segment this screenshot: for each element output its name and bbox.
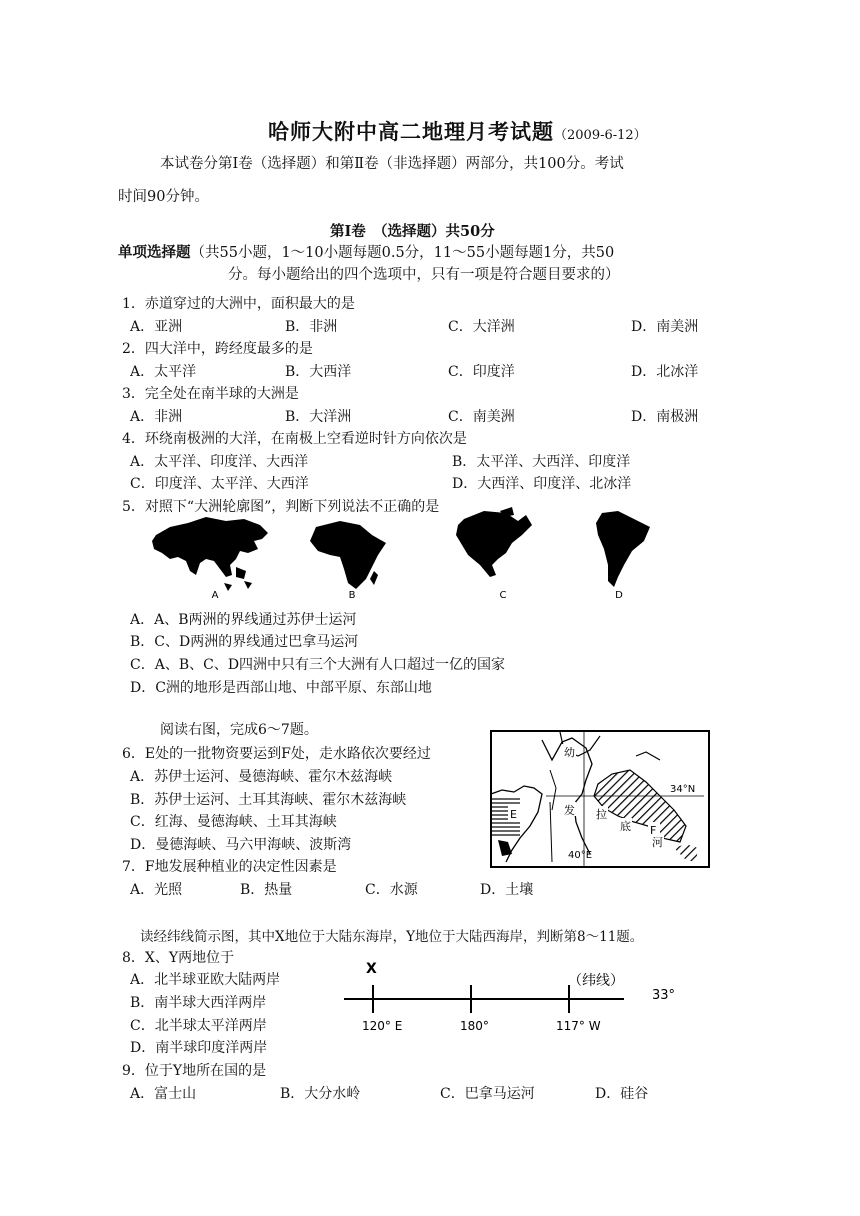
q8-option-c: C．北半球太平洋两岸 [130, 1018, 267, 1034]
lat-fig-tick3: 117° W [556, 1019, 601, 1033]
q8-option-d: D．南半球印度洋两岸 [130, 1040, 268, 1056]
map-label-la: 拉 [596, 808, 607, 821]
q7-stem: 7．F地发展种植业的决定性因素是 [122, 859, 337, 875]
title-date: （2009-6-12） [554, 128, 647, 143]
q6-option-c: C．红海、曼德海峡、土耳其海峡 [130, 814, 337, 830]
map-label-you: 幼 [564, 746, 575, 759]
q9-option-b: B．大分水岭 [280, 1086, 361, 1102]
q8-option-b: B．南半球大西洋两岸 [130, 995, 267, 1011]
q5-option-c: C．A、B、C、D四洲中只有三个大洲有人口超过一亿的国家 [130, 657, 506, 673]
q1-option-a: A．亚洲 [130, 319, 183, 335]
map-label-lat: 34°N [670, 784, 696, 795]
lat-fig-tick1: 120° E [362, 1019, 403, 1033]
continent-label-a: A [211, 590, 219, 601]
q2-option-a: A．太平洋 [130, 364, 197, 380]
map-label-he: 河 [652, 836, 663, 849]
continent-d-outline [596, 511, 650, 587]
q1-stem: 1．赤道穿过的大洲中，面积最大的是 [122, 296, 355, 312]
read-6-7: 阅读右图，完成6～7题。 [160, 722, 318, 738]
instructions-line2: 分。每小题给出的四个选项中，只有一项是符合题目要求的） [228, 267, 620, 283]
q3-option-c: C．南美洲 [448, 409, 515, 425]
map-label-f: F [650, 824, 657, 837]
instructions-text1: （共55小题，1～10小题每题0.5分，11～55小题每题1分，共50 [190, 245, 615, 261]
q7-option-c: C．水源 [365, 882, 418, 898]
q6-option-d: D．曼德海峡、马六甲海峡、波斯湾 [130, 837, 352, 853]
section-heading: 第Ⅰ卷 （选择题）共50分 [330, 223, 495, 240]
map-label-di: 底 [620, 820, 631, 833]
title-text: 哈师大附中高二地理月考试题 [268, 119, 554, 144]
q5-option-d: D．C洲的地形是西部山地、中部平原、东部山地 [130, 680, 432, 696]
q2-option-d: D．北冰洋 [631, 364, 699, 380]
q1-option-d: D．南美洲 [631, 319, 699, 335]
middle-east-map [490, 730, 710, 868]
continent-label-c: C [499, 590, 507, 601]
q2-stem: 2．四大洋中，跨经度最多的是 [122, 341, 313, 357]
q8-stem: 8．X、Y两地位于 [122, 950, 235, 966]
intro-line2: 时间90分钟。 [118, 189, 209, 205]
q6-option-b: B．苏伊士运河、土耳其海峡、霍尔木兹海峡 [130, 792, 407, 808]
q4-stem: 4．环绕南极洲的大洋，在南极上空看逆时针方向依次是 [122, 431, 467, 447]
q6-option-a: A．苏伊士运河、曼德海峡、霍尔木兹海峡 [130, 769, 393, 785]
continent-c-outline [456, 511, 532, 577]
continent-label-d: D [615, 590, 623, 601]
lat-fig-tick2: 180° [460, 1019, 489, 1033]
q3-stem: 3．完全处在南半球的大洲是 [122, 386, 299, 402]
lat-fig-lat-value: 33° [652, 988, 676, 1003]
q9-option-c: C．巴拿马运河 [440, 1086, 535, 1102]
latitude-line-figure [340, 955, 690, 1035]
q8-option-a: A．北半球亚欧大陆两岸 [130, 972, 281, 988]
lat-fig-lat-label: （纬线） [568, 973, 624, 989]
lat-fig-x-label: X [366, 961, 377, 977]
continent-a-outline [152, 517, 268, 577]
q1-option-c: C．大洋洲 [448, 319, 515, 335]
q9-option-a: A．富士山 [130, 1086, 197, 1102]
q5-option-b: B．C、D两洲的界线通过巴拿马运河 [130, 634, 359, 650]
q3-option-a: A．非洲 [130, 409, 183, 425]
question-type-label: 单项选择题 [118, 245, 191, 261]
page-title [268, 116, 647, 146]
q2-option-c: C．印度洋 [448, 364, 515, 380]
instructions-line1 [118, 241, 614, 262]
q1-option-b: B．非洲 [285, 319, 338, 335]
map-label-lon: 40°E [568, 850, 593, 861]
continent-label-b: B [348, 590, 356, 601]
q4-option-b: B．太平洋、大西洋、印度洋 [452, 454, 631, 470]
intro-line1: 本试卷分第Ⅰ卷（选择题）和第Ⅱ卷（非选择题）两部分，共100分。考试 [160, 156, 624, 172]
map-label-fa: 发 [564, 804, 575, 817]
read-8-11: 读经纬线简示图，其中X地位于大陆东海岸，Y地位于大陆西海岸，判断第8～11题。 [140, 929, 644, 945]
q7-option-b: B．热量 [240, 882, 293, 898]
q7-option-d: D．土壤 [480, 882, 534, 898]
q6-stem: 6．E处的一批物资要运到F处，走水路依次要经过 [122, 746, 431, 762]
q4-option-c: C．印度洋、太平洋、大西洋 [130, 476, 309, 492]
map-label-e: E [510, 808, 517, 821]
q3-option-d: D．南极洲 [631, 409, 699, 425]
q3-option-b: B．大洋洲 [285, 409, 352, 425]
continent-outline-figure [140, 505, 670, 605]
q7-option-a: A．光照 [130, 882, 183, 898]
q4-option-d: D．大西洋、印度洋、北冰洋 [452, 476, 632, 492]
q4-option-a: A．太平洋、印度洋、大西洋 [130, 454, 309, 470]
q5-stem: 5．对照下“大洲轮廓图”，判断下列说法不正确的是 [122, 499, 440, 515]
q2-option-b: B．大西洋 [285, 364, 352, 380]
q5-option-a: A．A、B两洲的界线通过苏伊士运河 [130, 612, 357, 628]
q9-stem: 9．位于Y地所在国的是 [122, 1063, 267, 1079]
q9-option-d: D．硅谷 [595, 1086, 649, 1102]
